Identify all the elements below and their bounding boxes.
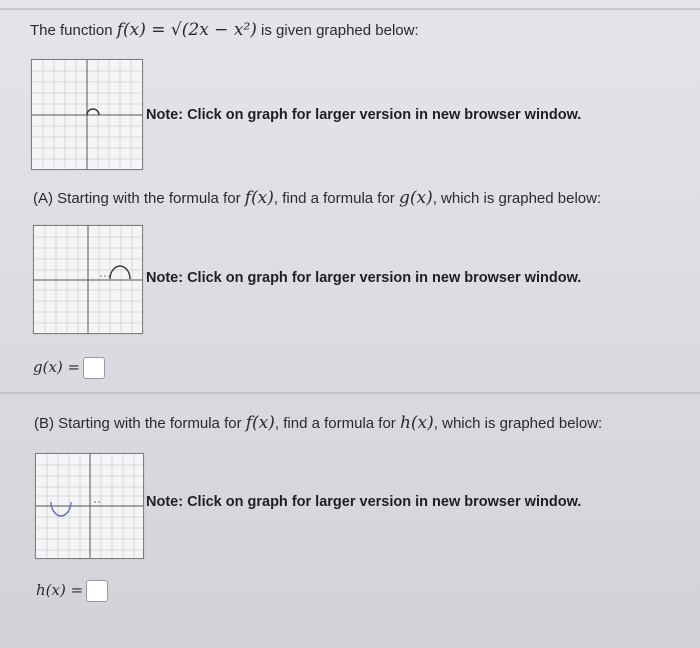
- part-a-prefix: (A) Starting with the formula for: [33, 190, 245, 207]
- part-b-f: f(x): [245, 413, 275, 433]
- answer-label-h: h(x) =: [36, 580, 84, 599]
- answer-input-g[interactable]: [83, 357, 105, 379]
- part-b-middle: , find a formula for: [274, 415, 400, 432]
- curve-g: [110, 266, 130, 279]
- part-b-suffix: , which is graphed below:: [433, 415, 603, 432]
- note-f: Note: Click on graph for larger version in new browser window.: [146, 107, 582, 123]
- note-h: Note: Click on graph for larger version in new browser window.: [146, 494, 582, 510]
- answer-row-h: [36, 580, 108, 602]
- part-a-suffix: , which is graphed below:: [432, 190, 602, 207]
- answer-row-g: [33, 357, 105, 379]
- section-divider: [0, 392, 700, 394]
- part-b-prefix: (B) Starting with the formula for: [34, 415, 246, 432]
- part-a-middle: , find a formula for: [273, 190, 399, 207]
- curve-h: [51, 502, 71, 516]
- intro-text: [30, 20, 419, 40]
- graph-f[interactable]: [31, 59, 143, 170]
- intro-formula: f(x) = √(2x − x²): [116, 20, 257, 40]
- part-b-text: [34, 413, 602, 433]
- answer-label-g: g(x) =: [33, 357, 81, 376]
- intro-suffix: is given graphed below:: [256, 22, 419, 39]
- part-a-g: g(x): [398, 188, 433, 208]
- answer-input-h[interactable]: [86, 580, 108, 602]
- curve-f: [87, 109, 99, 115]
- intro-prefix: The function: [30, 22, 117, 39]
- graph-g[interactable]: [33, 225, 143, 334]
- note-g: Note: Click on graph for larger version in new browser window.: [146, 270, 582, 286]
- graph-h[interactable]: [35, 453, 144, 559]
- part-b-h: h(x): [399, 413, 434, 433]
- part-a-f: f(x): [244, 188, 274, 208]
- top-rule: [0, 8, 700, 10]
- part-a-text: [33, 188, 601, 208]
